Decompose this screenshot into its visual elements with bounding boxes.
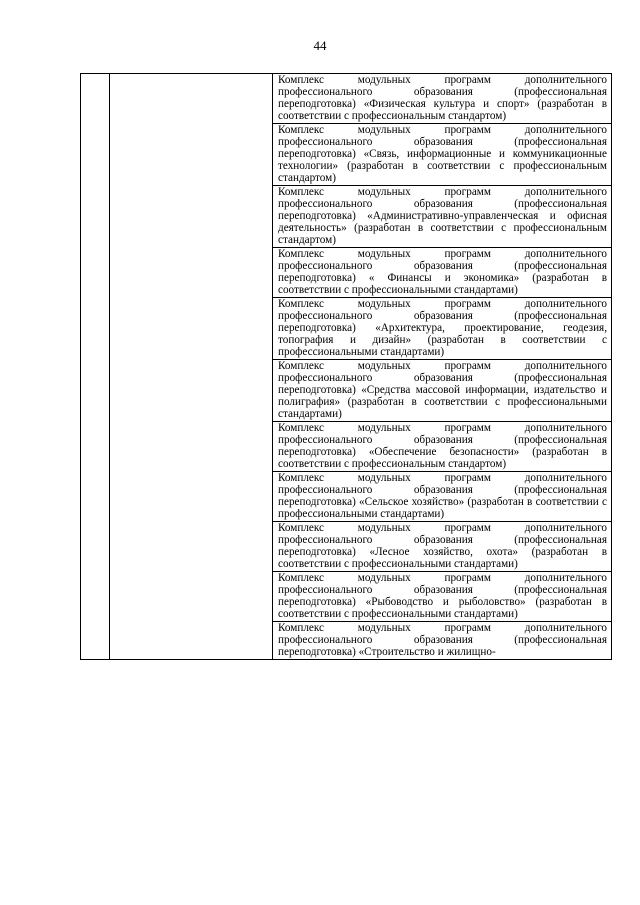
program-entry: Комплекс модульных программ дополнительного профессионального образования (профессиональная переподготовка) «Архитектура, проектирование, геодезия, топография и дизайн» (разработан в соответствии с профессиональными стандартами) bbox=[273, 298, 611, 360]
table-cell-number bbox=[81, 74, 110, 660]
program-entry: Комплекс модульных программ дополнительного профессионального образования (профессиональная переподготовка) «Связь, информационные и коммуникационные технологии» (разработан в соответствии с профессиональным стандартом) bbox=[273, 124, 611, 186]
program-entry: Комплекс модульных программ дополнительного профессионального образования (профессиональная переподготовка) «Средства массовой информации, издательство и полиграфия» (разработан в соответствии с профессиональными стандартами) bbox=[273, 360, 611, 422]
table-row bbox=[81, 74, 612, 660]
table-cell-name bbox=[110, 74, 273, 660]
program-entry: Комплекс модульных программ дополнительного профессионального образования (профессиональная переподготовка) «Физическая культура и спорт» (разработан в соответствии с профессиональным стандартом) bbox=[273, 74, 611, 124]
page-number: 44 bbox=[313, 38, 327, 53]
table-cell-programs bbox=[273, 74, 612, 660]
document-table bbox=[80, 73, 612, 660]
program-entry: Комплекс модульных программ дополнительного профессионального образования (профессиональная переподготовка) «Строительство и жилищно- bbox=[278, 622, 607, 658]
program-entry: Комплекс модульных программ дополнительного профессионального образования (профессиональная переподготовка) «Административно-управленческая и офисная деятельность» (разработан в соответствии с профессиональным стандартом) bbox=[273, 186, 611, 248]
program-entry: Комплекс модульных программ дополнительного профессионального образования (профессиональная переподготовка) «Лесное хозяйство, охота» (разработан в соответствии с профессиональными стандартами) bbox=[273, 522, 611, 572]
program-entry: Комплекс модульных программ дополнительного профессионального образования (профессиональная переподготовка) «Сельское хозяйство» (разработан в соответствии с профессиональными стандартами) bbox=[273, 472, 611, 522]
program-entry: Комплекс модульных программ дополнительного профессионального образования (профессиональная переподготовка) « Финансы и экономика» (разработан в соответствии с профессиональными стандартами) bbox=[273, 248, 611, 298]
program-entry: Комплекс модульных программ дополнительного профессионального образования (профессиональная переподготовка) «Рыбоводство и рыболовство» (разработан в соответствии с профессиональными стандартами) bbox=[273, 572, 611, 622]
program-entry: Комплекс модульных программ дополнительного профессионального образования (профессиональная переподготовка) «Обеспечение безопасности» (разработан в соответствии с профессиональным стандартом) bbox=[273, 422, 611, 472]
